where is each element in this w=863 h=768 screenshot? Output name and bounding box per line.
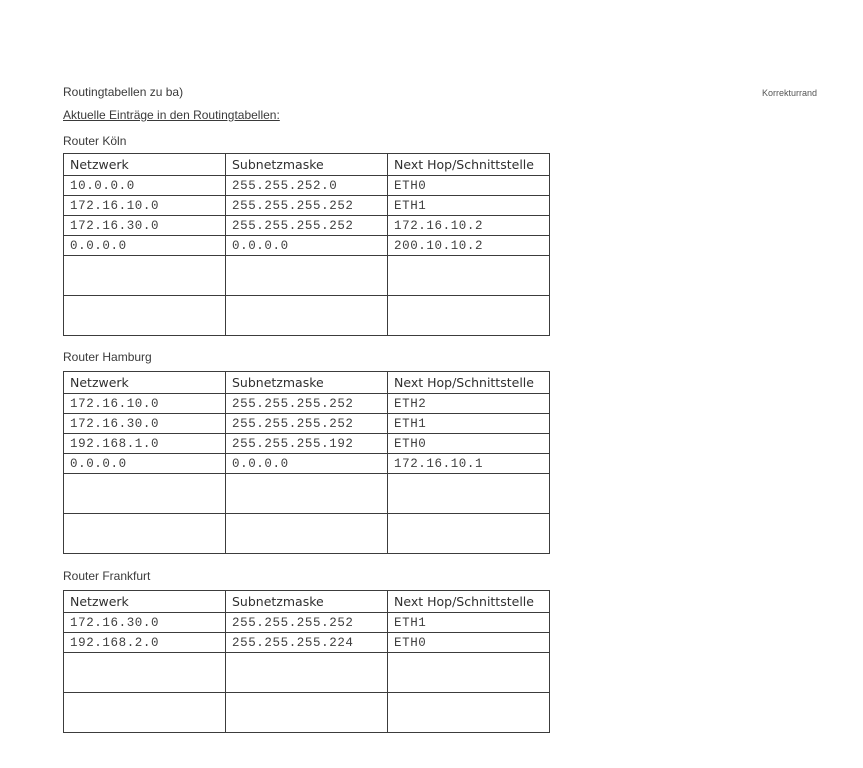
- cell-subnet: 0.0.0.0: [226, 454, 388, 474]
- empty-cell[interactable]: [226, 693, 388, 733]
- page-heading: Routingtabellen zu ba): [63, 85, 184, 99]
- margin-note: Korrekturrand: [762, 88, 818, 98]
- table-row: [64, 414, 550, 434]
- table-row: [64, 633, 550, 653]
- router-title-hamburg: Router Hamburg: [63, 350, 152, 364]
- cell-network: 172.16.30.0: [64, 414, 226, 434]
- routing-table-koeln: [63, 153, 550, 336]
- router-title-frankfurt: Router Frankfurt: [63, 569, 151, 583]
- cell-network: 172.16.10.0: [64, 196, 226, 216]
- empty-table-row: [64, 514, 550, 554]
- table-header-row: [64, 372, 550, 394]
- routing-table-hamburg: [63, 371, 550, 554]
- column-header-subnet: Subnetzmaske: [226, 372, 388, 394]
- cell-next-hop: ETH1: [388, 196, 550, 216]
- empty-cell[interactable]: [388, 653, 550, 693]
- routing-table-frankfurt: [63, 590, 550, 733]
- cell-subnet: 255.255.252.0: [226, 176, 388, 196]
- cell-network: 10.0.0.0: [64, 176, 226, 196]
- empty-table-row: [64, 693, 550, 733]
- empty-table-row: [64, 474, 550, 514]
- cell-next-hop: ETH0: [388, 633, 550, 653]
- cell-network: 172.16.30.0: [64, 613, 226, 633]
- cell-subnet: 255.255.255.252: [226, 414, 388, 434]
- table-row: [64, 176, 550, 196]
- empty-cell[interactable]: [388, 296, 550, 336]
- column-header-subnet: Subnetzmaske: [226, 591, 388, 613]
- table-row: [64, 454, 550, 474]
- empty-cell[interactable]: [226, 296, 388, 336]
- column-header-subnet: Subnetzmaske: [226, 154, 388, 176]
- cell-next-hop: ETH1: [388, 414, 550, 434]
- table-row: [64, 196, 550, 216]
- cell-network: 192.168.2.0: [64, 633, 226, 653]
- column-header-next-hop: Next Hop/Schnittstelle: [388, 591, 550, 613]
- column-header-network: Netzwerk: [64, 591, 226, 613]
- router-title-koeln: Router Köln: [63, 134, 127, 148]
- cell-subnet: 0.0.0.0: [226, 236, 388, 256]
- cell-network: 172.16.10.0: [64, 394, 226, 414]
- empty-cell[interactable]: [64, 474, 226, 514]
- empty-cell[interactable]: [64, 653, 226, 693]
- cell-next-hop: ETH1: [388, 613, 550, 633]
- table-row: [64, 394, 550, 414]
- cell-subnet: 255.255.255.252: [226, 613, 388, 633]
- column-header-next-hop: Next Hop/Schnittstelle: [388, 372, 550, 394]
- cell-subnet: 255.255.255.252: [226, 394, 388, 414]
- empty-table-row: [64, 296, 550, 336]
- empty-cell[interactable]: [64, 296, 226, 336]
- empty-table-row: [64, 256, 550, 296]
- empty-cell[interactable]: [388, 693, 550, 733]
- empty-cell[interactable]: [64, 693, 226, 733]
- empty-cell[interactable]: [388, 514, 550, 554]
- empty-cell[interactable]: [226, 256, 388, 296]
- cell-network: 0.0.0.0: [64, 236, 226, 256]
- table-row: [64, 236, 550, 256]
- column-header-network: Netzwerk: [64, 154, 226, 176]
- cell-network: 0.0.0.0: [64, 454, 226, 474]
- cell-next-hop: ETH0: [388, 176, 550, 196]
- table-header-row: [64, 591, 550, 613]
- cell-next-hop: ETH0: [388, 434, 550, 454]
- table-row: [64, 613, 550, 633]
- cell-subnet: 255.255.255.252: [226, 216, 388, 236]
- empty-cell[interactable]: [226, 514, 388, 554]
- cell-next-hop: 200.10.10.2: [388, 236, 550, 256]
- column-header-network: Netzwerk: [64, 372, 226, 394]
- table-row: [64, 216, 550, 236]
- cell-next-hop: 172.16.10.2: [388, 216, 550, 236]
- empty-cell[interactable]: [64, 256, 226, 296]
- empty-cell[interactable]: [226, 653, 388, 693]
- table-header-row: [64, 154, 550, 176]
- empty-cell[interactable]: [226, 474, 388, 514]
- cell-subnet: 255.255.255.252: [226, 196, 388, 216]
- page-subheading: Aktuelle Einträge in den Routingtabellen:: [63, 108, 280, 122]
- empty-table-row: [64, 653, 550, 693]
- cell-subnet: 255.255.255.224: [226, 633, 388, 653]
- cell-subnet: 255.255.255.192: [226, 434, 388, 454]
- empty-cell[interactable]: [388, 474, 550, 514]
- cell-network: 172.16.30.0: [64, 216, 226, 236]
- column-header-next-hop: Next Hop/Schnittstelle: [388, 154, 550, 176]
- cell-network: 192.168.1.0: [64, 434, 226, 454]
- empty-cell[interactable]: [388, 256, 550, 296]
- empty-cell[interactable]: [64, 514, 226, 554]
- table-row: [64, 434, 550, 454]
- cell-next-hop: ETH2: [388, 394, 550, 414]
- cell-next-hop: 172.16.10.1: [388, 454, 550, 474]
